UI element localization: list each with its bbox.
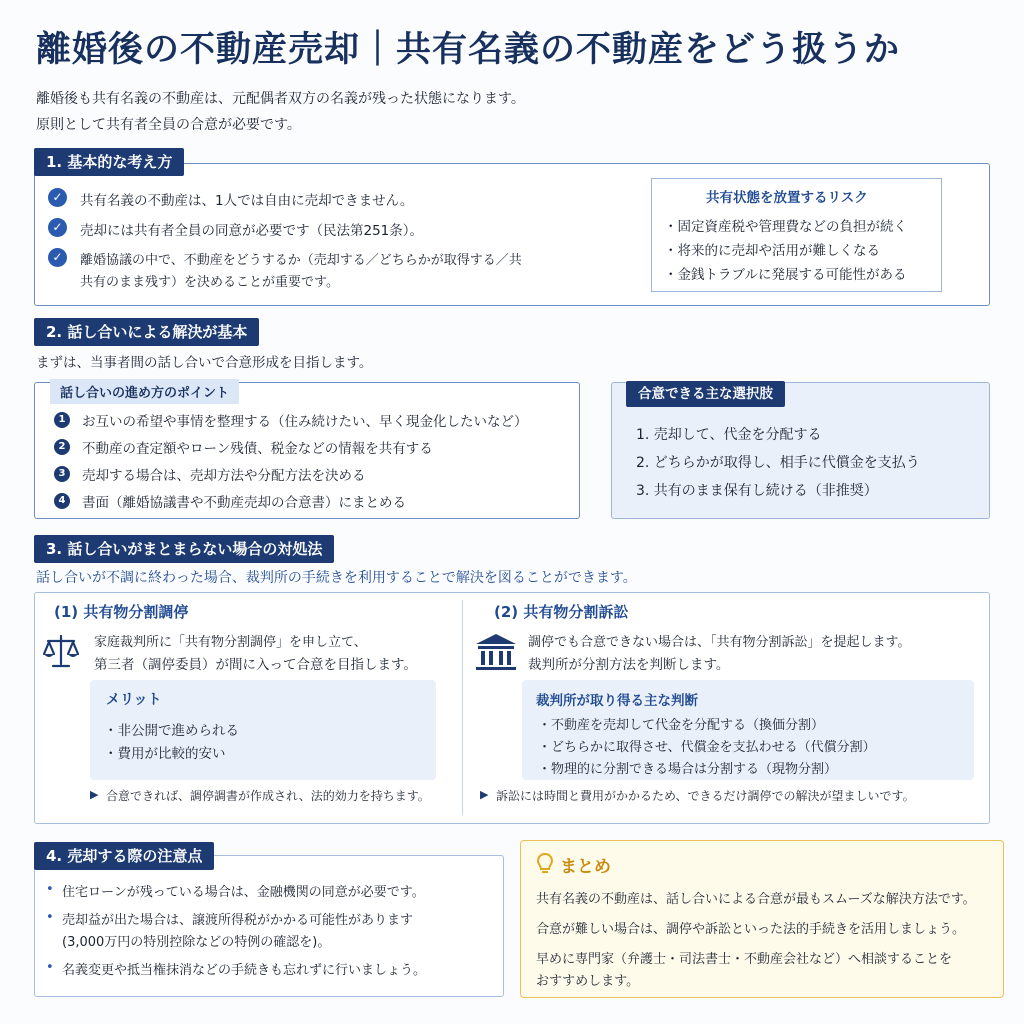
summary-title: まとめ [560,857,611,877]
sec1-item-3b: 共有のまま残す）を決めることが重要です。 [80,275,339,290]
sec1-item-3a: 離婚協議の中で、不動産をどうするか（売却する／どちらかが取得する／共 [80,253,522,268]
option-item: 1. 売却して、代金を分配する [636,427,822,443]
merit-item: ・費用が比較的安い [104,746,226,762]
summary-line: 早めに専門家（弁護士・司法書士・不動産会社など）へ相談することを [536,952,953,967]
summary-line: 共有名義の不動産は、話し合いによる合意が最もスムーズな解決方法です。 [536,892,976,907]
mediation-title: (1) 共有物分割調停 [54,603,189,621]
caution-item-cont: (3,000万円の特別控除などの特例の確認を)。 [62,935,331,950]
caution-item: 名義変更や抵当権抹消などの手続きも忘れずに行いましょう。 [62,963,427,978]
judgment-item: ・不動産を売却して代金を分配する（換価分割） [538,718,825,733]
check-circle-icon: ✓ [48,188,67,207]
lawsuit-title: (2) 共有物分割訴訟 [494,603,629,621]
scales-icon [42,632,80,670]
lawsuit-note: 訴訟には時間と費用がかかるため、できるだけ調停での解決が望ましいです。 [496,789,915,803]
bullet: • [46,910,54,925]
options-title: 合意できる主な選択肢 [626,381,785,407]
point-item: 売却する場合は、売却方法や分配方法を決める [82,468,366,484]
courthouse-icon [474,632,518,672]
number-badge: 2 [54,439,70,455]
risk-item: ・将来的に売却や活用が難しくなる [664,243,880,259]
section-4-badge: 4. 売却する際の注意点 [34,842,214,870]
caution-item: 売却益が出た場合は、譲渡所得税がかかる可能性があります [62,913,414,928]
points-title: 話し合いの進め方のポイント [50,379,239,404]
section-2-badge: 2. 話し合いによる解決が基本 [34,318,259,346]
merit-title: メリット [106,692,162,708]
number-badge: 4 [54,493,70,509]
page-title: 離婚後の不動産売却｜共有名義の不動産をどう扱うか [36,30,901,70]
judgment-item: ・どちらかに取得させ、代償金を支払わせる（代償分割） [538,740,876,755]
mediation-desc-2: 第三者（調停委員）が間に入って合意を目指します。 [94,657,417,673]
divider [462,600,463,815]
point-item: お互いの希望や事情を整理する（住み続けたい、早く現金化したいなど） [82,414,528,430]
section-3-badge: 3. 話し合いがまとまらない場合の対処法 [34,535,334,563]
number-badge: 3 [54,466,70,482]
merit-item: ・非公開で進められる [104,723,239,739]
intro-line-1: 離婚後も共有名義の不動産は、元配偶者双方の名義が残った状態になります。 [36,91,525,107]
lawsuit-desc-1: 調停でも合意できない場合は、「共有物分割訴訟」を提起します。 [528,635,911,650]
option-item: 3. 共有のまま保有し続ける（非推奨） [636,483,878,499]
caution-item: 住宅ローンが残っている場合は、金融機関の同意が必要です。 [62,885,425,900]
judgment-title: 裁判所が取り得る主な判断 [536,693,698,709]
section-2-lead: まずは、当事者間の話し合いで合意形成を目指します。 [36,355,373,371]
option-item: 2. どちらかが取得し、相手に代償金を支払う [636,455,920,471]
sec1-item-2: 売却には共有者全員の同意が必要です（民法第251条）。 [80,223,424,239]
play-triangle-icon: ▶ [480,788,489,801]
bullet: • [46,882,54,897]
section-1-badge: 1. 基本的な考え方 [34,148,184,176]
risk-item: ・金銭トラブルに発展する可能性がある [664,267,907,283]
point-item: 書面（離婚協議書や不動産売却の合意書）にまとめる [82,495,406,511]
risk-title: 共有状態を放置するリスク [706,190,868,206]
summary-line: 合意が難しい場合は、調停や訴訟といった法的手続きを活用しましょう。 [536,922,966,937]
risk-item: ・固定資産税や管理費などの負担が続く [664,219,907,235]
judgment-item: ・物理的に分割できる場合は分割する（現物分割） [538,762,838,777]
point-item: 不動産の査定額やローン残債、税金などの情報を共有する [82,441,433,457]
lightbulb-icon [536,852,554,876]
mediation-desc-1: 家庭裁判所に「共有物分割調停」を申し立て、 [94,635,367,650]
section-3-lead: 話し合いが不調に終わった場合、裁判所の手続きを利用することで解決を図ることができます。 [36,570,637,586]
intro-line-2: 原則として共有者全員の合意が必要です。 [36,117,301,133]
check-circle-icon: ✓ [48,218,67,237]
check-circle-icon: ✓ [48,248,67,267]
bullet: • [46,960,54,975]
mediation-note: 合意できれば、調停調書が作成され、法的効力を持ちます。 [106,789,430,803]
sec1-item-1: 共有名義の不動産は、1人では自由に売却できません。 [80,193,414,209]
play-triangle-icon: ▶ [90,788,99,801]
summary-line: おすすめします。 [536,974,640,989]
number-badge: 1 [54,412,70,428]
lawsuit-desc-2: 裁判所が分割方法を判断します。 [528,657,730,673]
